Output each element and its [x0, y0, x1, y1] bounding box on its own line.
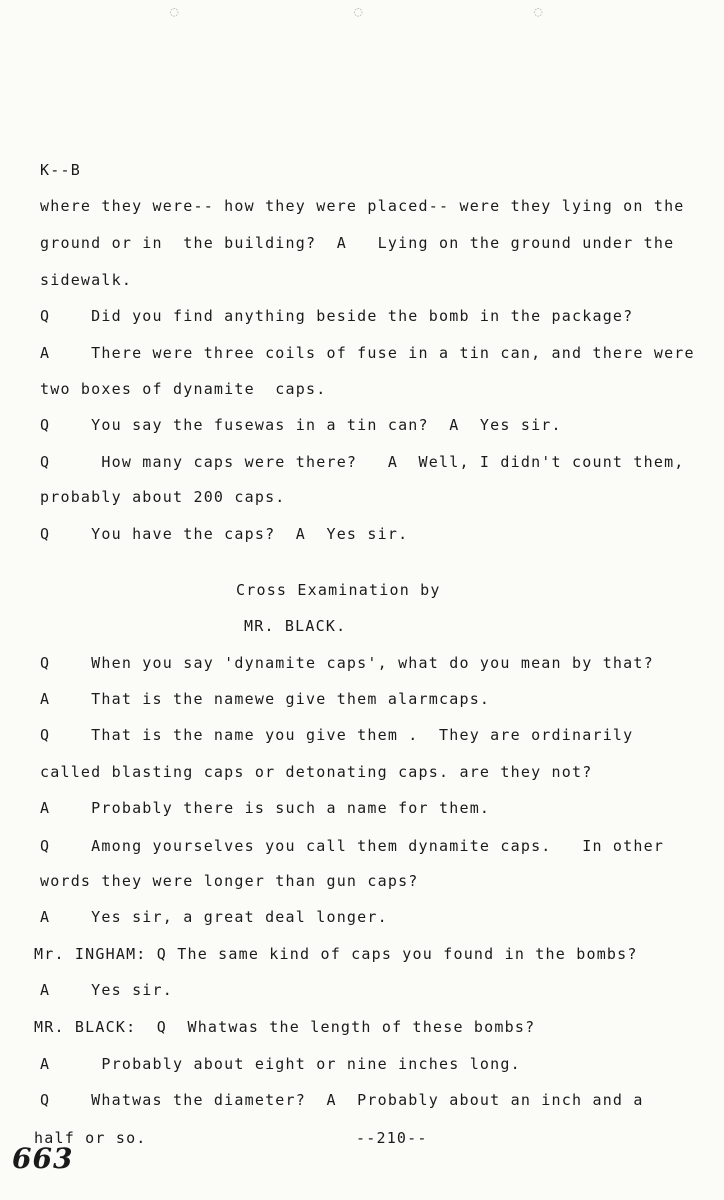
- transcript-line: sidewalk.: [40, 271, 133, 289]
- page-number: --210--: [356, 1129, 428, 1147]
- transcript-line: Q When you say 'dynamite caps', what do you mean by that?: [40, 654, 654, 672]
- transcript-line: A Probably about eight or nine inches long.: [40, 1055, 521, 1073]
- transcript-line: called blasting caps or detonating caps. are they not?: [40, 763, 593, 781]
- transcript-line: A Yes sir.: [40, 981, 173, 999]
- transcript-line: Q You have the caps? A Yes sir.: [40, 525, 409, 543]
- transcript-line: words they were longer than gun caps?: [40, 872, 419, 890]
- transcript-line: A There were three coils of fuse in a tin can, and there were: [40, 344, 695, 362]
- transcript-line: Q Among yourselves you call them dynamite caps. In other: [40, 837, 665, 855]
- punch-hole-mark: ◌: [170, 4, 179, 20]
- transcript-line: Q Did you find anything beside the bomb in the package?: [40, 307, 634, 325]
- transcript-line: where they were-- how they were placed-- were they lying on the: [40, 197, 685, 215]
- handwritten-page-number: 663: [12, 1142, 74, 1175]
- transcript-line: A Yes sir, a great deal longer.: [40, 908, 388, 926]
- transcript-line: Q How many caps were there? A Well, I didn't count them,: [40, 453, 685, 471]
- punch-hole-mark: ◌: [534, 4, 543, 20]
- header-tag: K--B: [40, 161, 81, 179]
- transcript-line: Mr. INGHAM: Q The same kind of caps you found in the bombs?: [34, 945, 638, 963]
- transcript-line: probably about 200 caps.: [40, 488, 286, 506]
- transcript-line: MR. BLACK: Q Whatwas the length of these bombs?: [34, 1018, 536, 1036]
- transcript-line: half or so.: [34, 1129, 147, 1147]
- transcript-line: A Probably there is such a name for them.: [40, 799, 491, 817]
- punch-hole-mark: ◌: [354, 4, 363, 20]
- transcript-line: two boxes of dynamite caps.: [40, 380, 327, 398]
- section-heading: Cross Examination by: [236, 581, 441, 599]
- transcript-line: Q That is the name you give them . They are ordinarily: [40, 726, 634, 744]
- transcript-line: ground or in the building? A Lying on the ground under the: [40, 234, 675, 252]
- examiner-name: MR. BLACK.: [244, 617, 347, 635]
- transcript-line: A That is the namewe give them alarmcaps.: [40, 690, 491, 708]
- transcript-line: Q Whatwas the diameter? A Probably about an inch and a: [40, 1091, 644, 1109]
- transcript-line: Q You say the fusewas in a tin can? A Yes sir.: [40, 416, 562, 434]
